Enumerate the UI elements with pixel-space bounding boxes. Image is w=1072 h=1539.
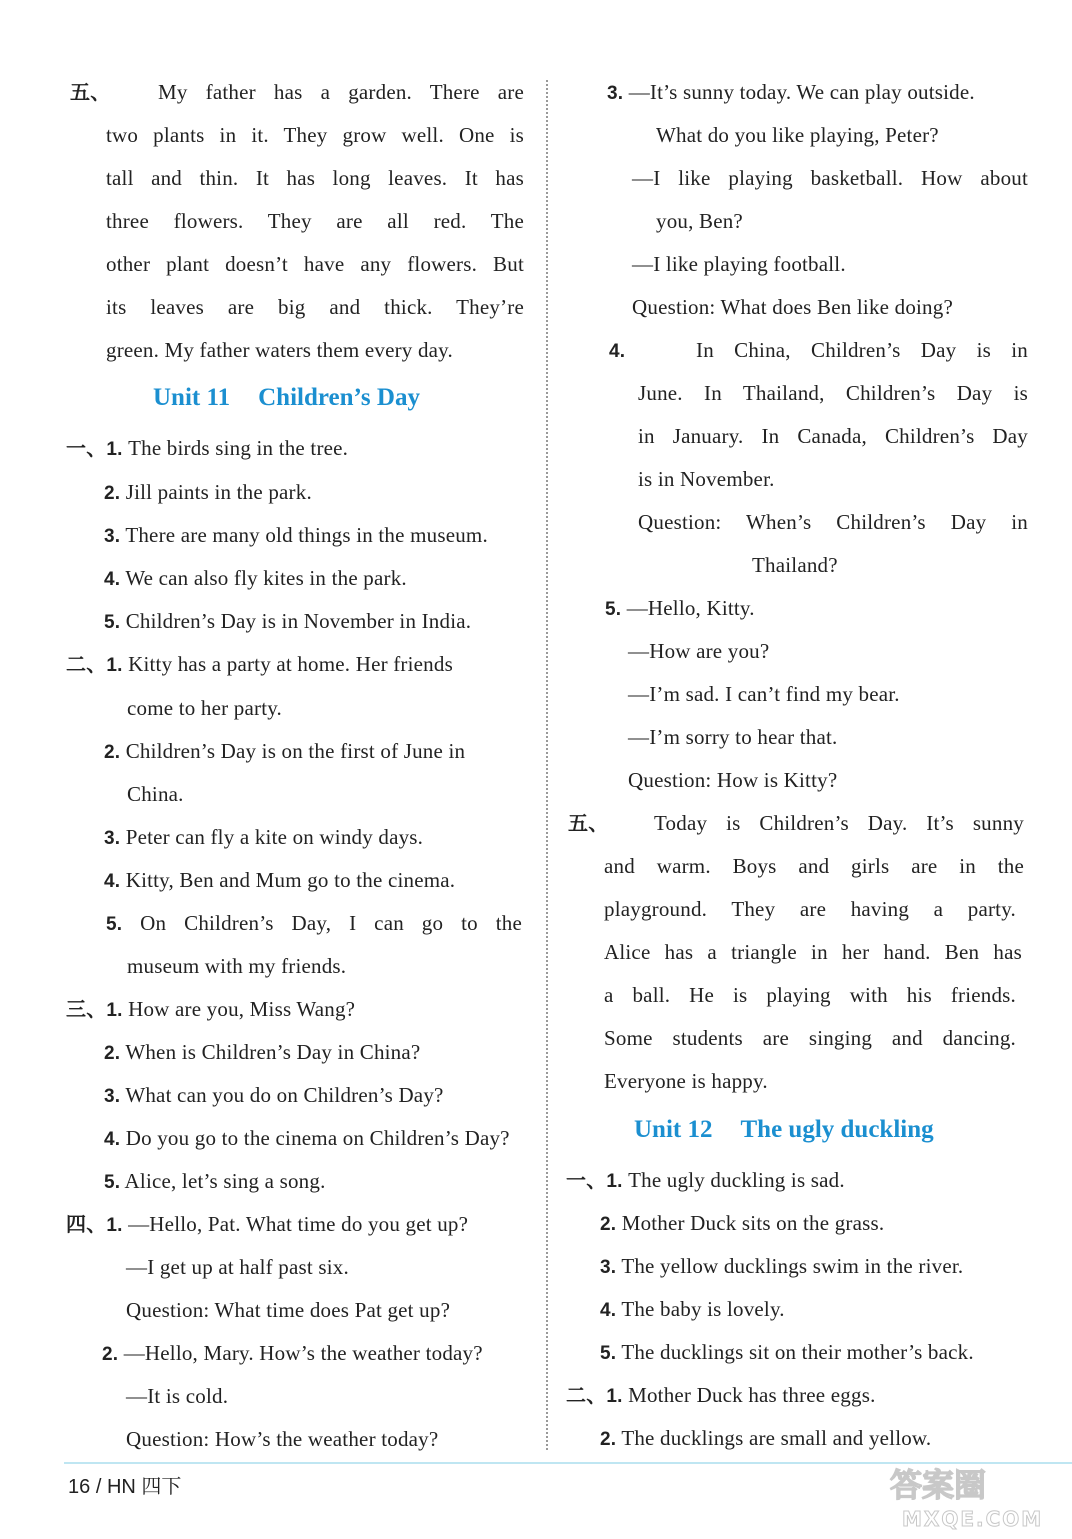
paragraph-line: My father has a garden. There are — [158, 80, 524, 104]
dialogue-line: you, Ben? — [656, 209, 743, 233]
paragraph-line: in January. In Canada, Children’s Day — [638, 424, 1028, 448]
dialogue-line: —I like playing basketball. How about — [632, 166, 1028, 190]
list-item: 5. The ducklings sit on their mother’s back. — [600, 1340, 974, 1364]
paragraph-line: Some students are singing and dancing. — [604, 1026, 1016, 1050]
unit-name: Children’s Day — [258, 384, 420, 411]
dialogue-line: —I’m sad. I can’t find my bear. — [628, 682, 900, 706]
paragraph-line: Alice has a triangle in her hand. Ben has — [604, 940, 1022, 964]
edition-code: HN — [106, 1476, 136, 1498]
watermark-text: MXQE.COM — [902, 1507, 1044, 1531]
unit-heading — [634, 1116, 934, 1144]
paragraph-line: a ball. He is playing with his friends. — [604, 983, 1016, 1007]
list-item: 2. Jill paints in the park. — [104, 480, 312, 504]
dialogue-line: —I get up at half past six. — [126, 1255, 349, 1279]
dialogue-line: —How are you? — [628, 639, 770, 663]
question-line: Question: How’s the weather today? — [126, 1427, 439, 1451]
paragraph-line: June. In Thailand, Children’s Day is — [638, 381, 1028, 405]
list-item: 2. The ducklings are small and yellow. — [600, 1426, 932, 1450]
dialogue-line: —I’m sorry to hear that. — [628, 725, 838, 749]
watermark-icon — [880, 1462, 1070, 1534]
section-marker-wu: 五、 — [70, 80, 111, 104]
paragraph-line: Everyone is happy. — [604, 1069, 768, 1093]
paragraph-line: is in November. — [638, 467, 775, 491]
list-item-cont: China. — [127, 782, 184, 806]
page-number: 16 — [68, 1476, 91, 1498]
page-footer — [68, 1470, 181, 1499]
unit-name: The ugly duckling — [740, 1116, 934, 1143]
footer-separator: / — [95, 1476, 102, 1498]
section-marker-er: 二、 — [566, 1383, 607, 1407]
unit-label: Unit 12 — [634, 1116, 713, 1143]
item-number: 4. — [609, 341, 626, 362]
paragraph-line: its leaves are big and thick. They’re — [106, 295, 524, 319]
list-item-cont: museum with my friends. — [127, 954, 347, 978]
question-line: Thailand? — [752, 553, 838, 577]
paragraph-line: green. My father waters them every day. — [106, 338, 453, 362]
list-item: 三、1. How are you, Miss Wang? — [66, 997, 356, 1021]
section-marker-yi: 一、 — [66, 436, 107, 460]
unit-heading — [153, 384, 420, 412]
list-item-cont: come to her party. — [127, 696, 283, 720]
dialogue-line: —It is cold. — [126, 1384, 229, 1408]
list-item: 5. Alice, let’s sing a song. — [104, 1169, 326, 1193]
section-marker-si: 四、 — [66, 1212, 107, 1236]
column-divider — [546, 80, 548, 1450]
list-item: 5. Children’s Day is in November in India. — [104, 609, 472, 633]
list-item: 2. Mother Duck sits on the grass. — [600, 1211, 885, 1235]
list-item: 4. Kitty, Ben and Mum go to the cinema. — [104, 868, 456, 892]
list-item: 3. The yellow ducklings swim in the river. — [600, 1254, 964, 1278]
paragraph-line: Today is Children’s Day. It’s sunny — [654, 811, 1024, 835]
list-item: 四、1. —Hello, Pat. What time do you get up? — [66, 1212, 469, 1236]
paragraph-line: In China, Children’s Day is in — [696, 338, 1028, 362]
paragraph-line: tall and thin. It has long leaves. It has — [106, 166, 524, 190]
section-marker-yi: 一、 — [566, 1168, 607, 1192]
dialogue-line: What do you like playing, Peter? — [656, 123, 939, 147]
paragraph-line: two plants in it. They grow well. One is — [106, 123, 524, 147]
section-marker-er: 二、 — [66, 652, 107, 676]
list-item: 3. —It’s sunny today. We can play outside. — [607, 80, 975, 104]
list-item: 2. Children’s Day is on the first of June in — [104, 739, 466, 763]
list-item: 二、1. Mother Duck has three eggs. — [566, 1383, 876, 1407]
watermark-logo-text: 答案圈 — [890, 1466, 987, 1504]
question-line: Question: What does Ben like doing? — [632, 295, 953, 319]
list-item: 4. The baby is lovely. — [600, 1297, 785, 1321]
paragraph-line: playground. They are having a party. — [604, 897, 1016, 921]
list-item: 一、1. The birds sing in the tree. — [66, 436, 349, 460]
dialogue-line: —I like playing football. — [632, 252, 846, 276]
list-item: 4. We can also fly kites in the park. — [104, 566, 407, 590]
section-marker-wu: 五、 — [568, 811, 609, 835]
list-item: 5. —Hello, Kitty. — [605, 596, 755, 620]
list-item: 3. There are many old things in the museum. — [104, 523, 488, 547]
watermark-logo — [880, 1462, 1070, 1534]
list-item: 2. When is Children’s Day in China? — [104, 1040, 421, 1064]
section-marker-san: 三、 — [66, 997, 107, 1021]
grade-label: 四下 — [141, 1476, 182, 1498]
paragraph-line: three flowers. They are all red. The — [106, 209, 524, 233]
question-line: Question: What time does Pat get up? — [126, 1298, 451, 1322]
list-item: 二、1. Kitty has a party at home. Her friends — [66, 652, 453, 676]
list-item: 4. Do you go to the cinema on Children’s Day? — [104, 1126, 510, 1150]
list-item: 2. —Hello, Mary. How’s the weather today? — [102, 1341, 483, 1365]
paragraph-line: other plant doesn’t have any flowers. But — [106, 252, 524, 276]
list-item: 3. Peter can fly a kite on windy days. — [104, 825, 424, 849]
paragraph-line: and warm. Boys and girls are in the — [604, 854, 1024, 878]
question-line: Question: How is Kitty? — [628, 768, 838, 792]
question-line: Question: When’s Children’s Day in — [638, 510, 1028, 534]
list-item: 5. On Children’s Day, I can go to the — [106, 911, 522, 935]
unit-label: Unit 11 — [153, 384, 231, 411]
list-item: 3. What can you do on Children’s Day? — [104, 1083, 444, 1107]
list-item: 一、1. The ugly duckling is sad. — [566, 1168, 845, 1192]
